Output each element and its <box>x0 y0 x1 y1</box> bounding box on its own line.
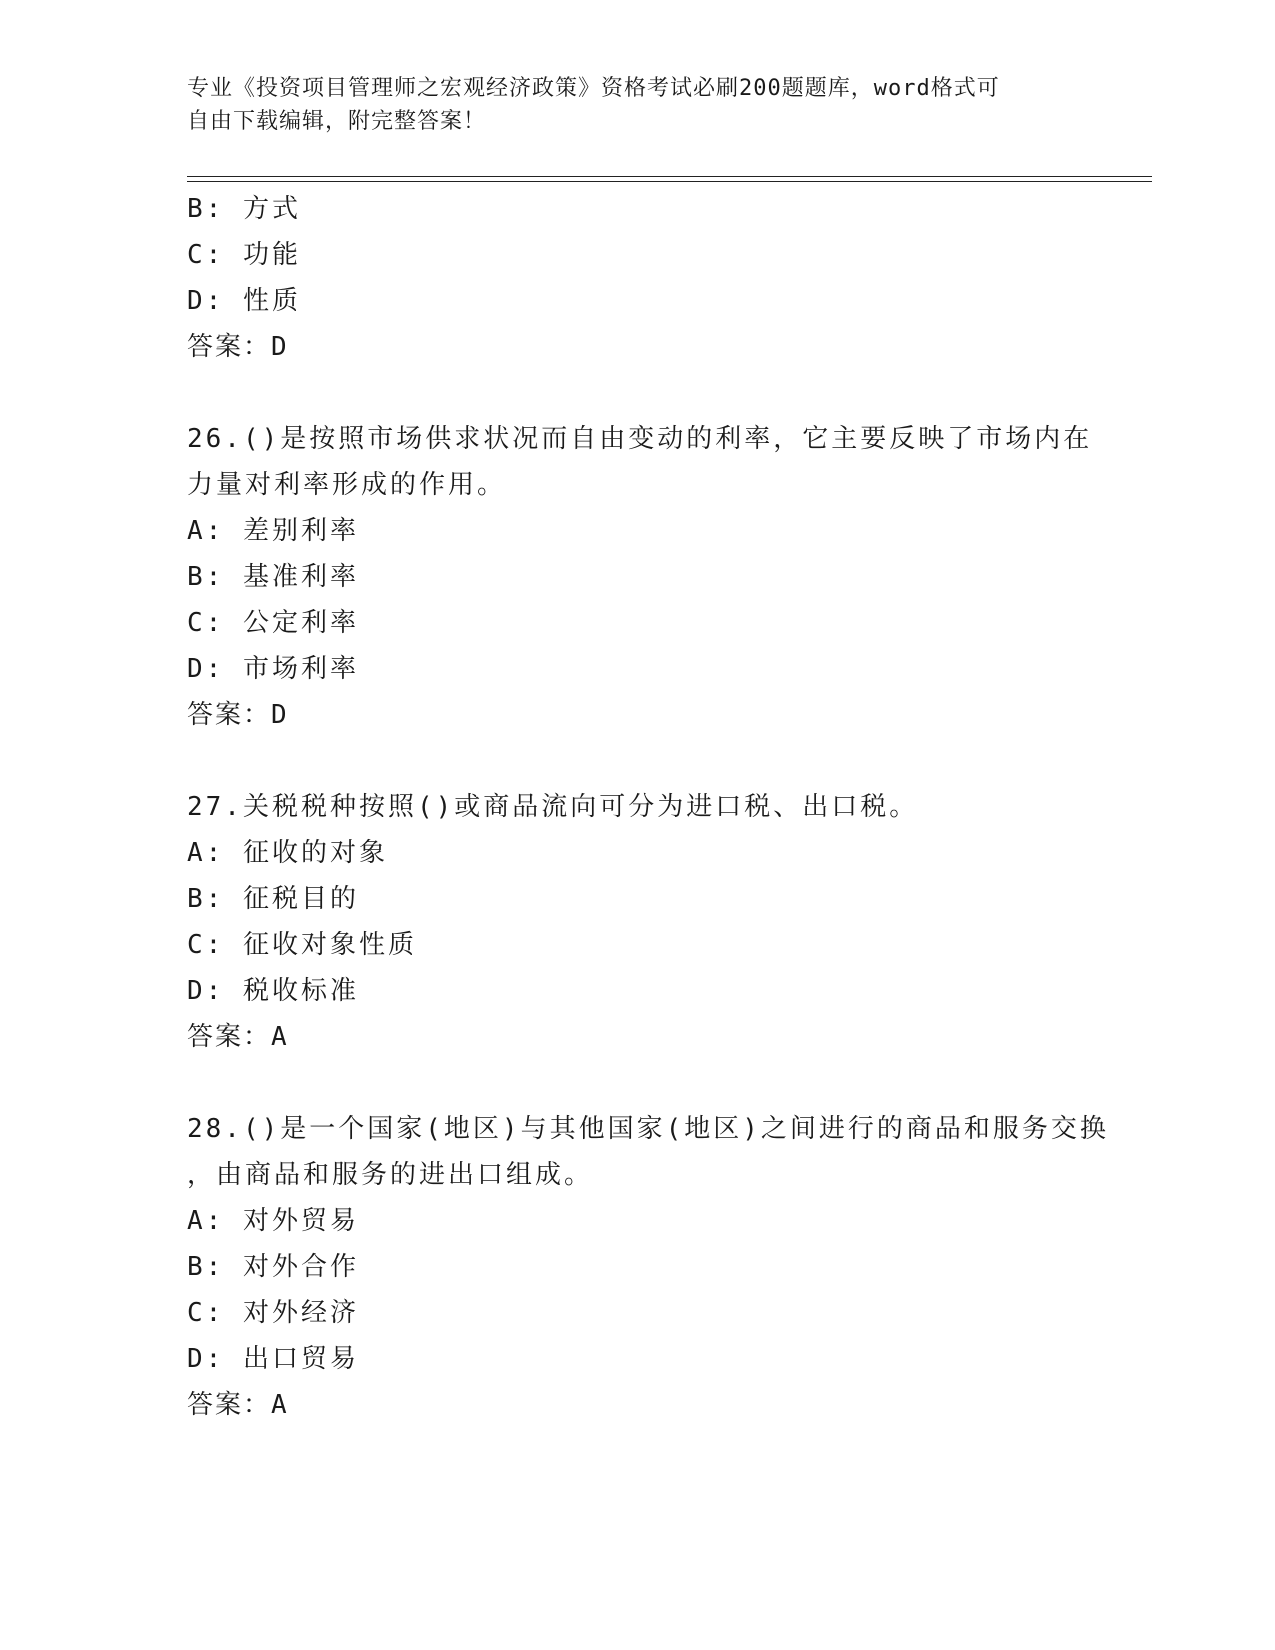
spacer <box>187 370 1087 416</box>
header-line-2: 自由下载编辑，附完整答案！ <box>187 109 487 134</box>
header-rule-bottom <box>187 181 1152 182</box>
question-stem-line-1: 26.()是按照市场供求状况而自由变动的利率，它主要反映了市场内在 <box>187 424 1093 454</box>
option-b: B: 对外合作 <box>187 1252 359 1282</box>
option-c: C: 征收对象性质 <box>187 930 417 960</box>
spacer <box>187 738 1087 784</box>
question-25 <box>187 186 1087 370</box>
spacer <box>187 1060 1087 1106</box>
option-c: C: 功能 <box>187 240 301 270</box>
option-d: D: 市场利率 <box>187 654 359 684</box>
question-26 <box>187 416 1093 738</box>
option-b: B: 征税目的 <box>187 884 359 914</box>
answer: 答案：D <box>187 700 289 730</box>
answer: 答案：A <box>187 1022 289 1052</box>
option-c: C: 公定利率 <box>187 608 359 638</box>
option-d: D: 出口贸易 <box>187 1344 359 1374</box>
question-stem-line-2: 力量对利率形成的作用。 <box>187 470 507 500</box>
option-a: A: 征收的对象 <box>187 838 388 868</box>
question-stem-line-1: 28.()是一个国家(地区)与其他国家(地区)之间进行的商品和服务交换 <box>187 1114 1109 1144</box>
option-a: A: 差别利率 <box>187 516 359 546</box>
question-27 <box>187 784 1087 1060</box>
option-b: B: 基准利率 <box>187 562 359 592</box>
header-rule-top <box>187 176 1152 177</box>
question-28 <box>187 1106 1109 1428</box>
option-c: C: 对外经济 <box>187 1298 359 1328</box>
answer: 答案：D <box>187 332 289 362</box>
header-line-1: 专业《投资项目管理师之宏观经济政策》资格考试必刷200题题库，word格式可 <box>187 76 1000 101</box>
option-d: D: 性质 <box>187 286 301 316</box>
answer: 答案：A <box>187 1390 289 1420</box>
page-header <box>187 72 1067 138</box>
question-stem-line-2: ，由商品和服务的进出口组成。 <box>187 1160 594 1190</box>
question-stem-line-1: 27.关税税种按照()或商品流向可分为进口税、出口税。 <box>187 792 919 822</box>
question-list <box>187 186 1109 1428</box>
option-a: A: 对外贸易 <box>187 1206 359 1236</box>
option-d: D: 税收标准 <box>187 976 359 1006</box>
option-b: B: 方式 <box>187 194 301 224</box>
